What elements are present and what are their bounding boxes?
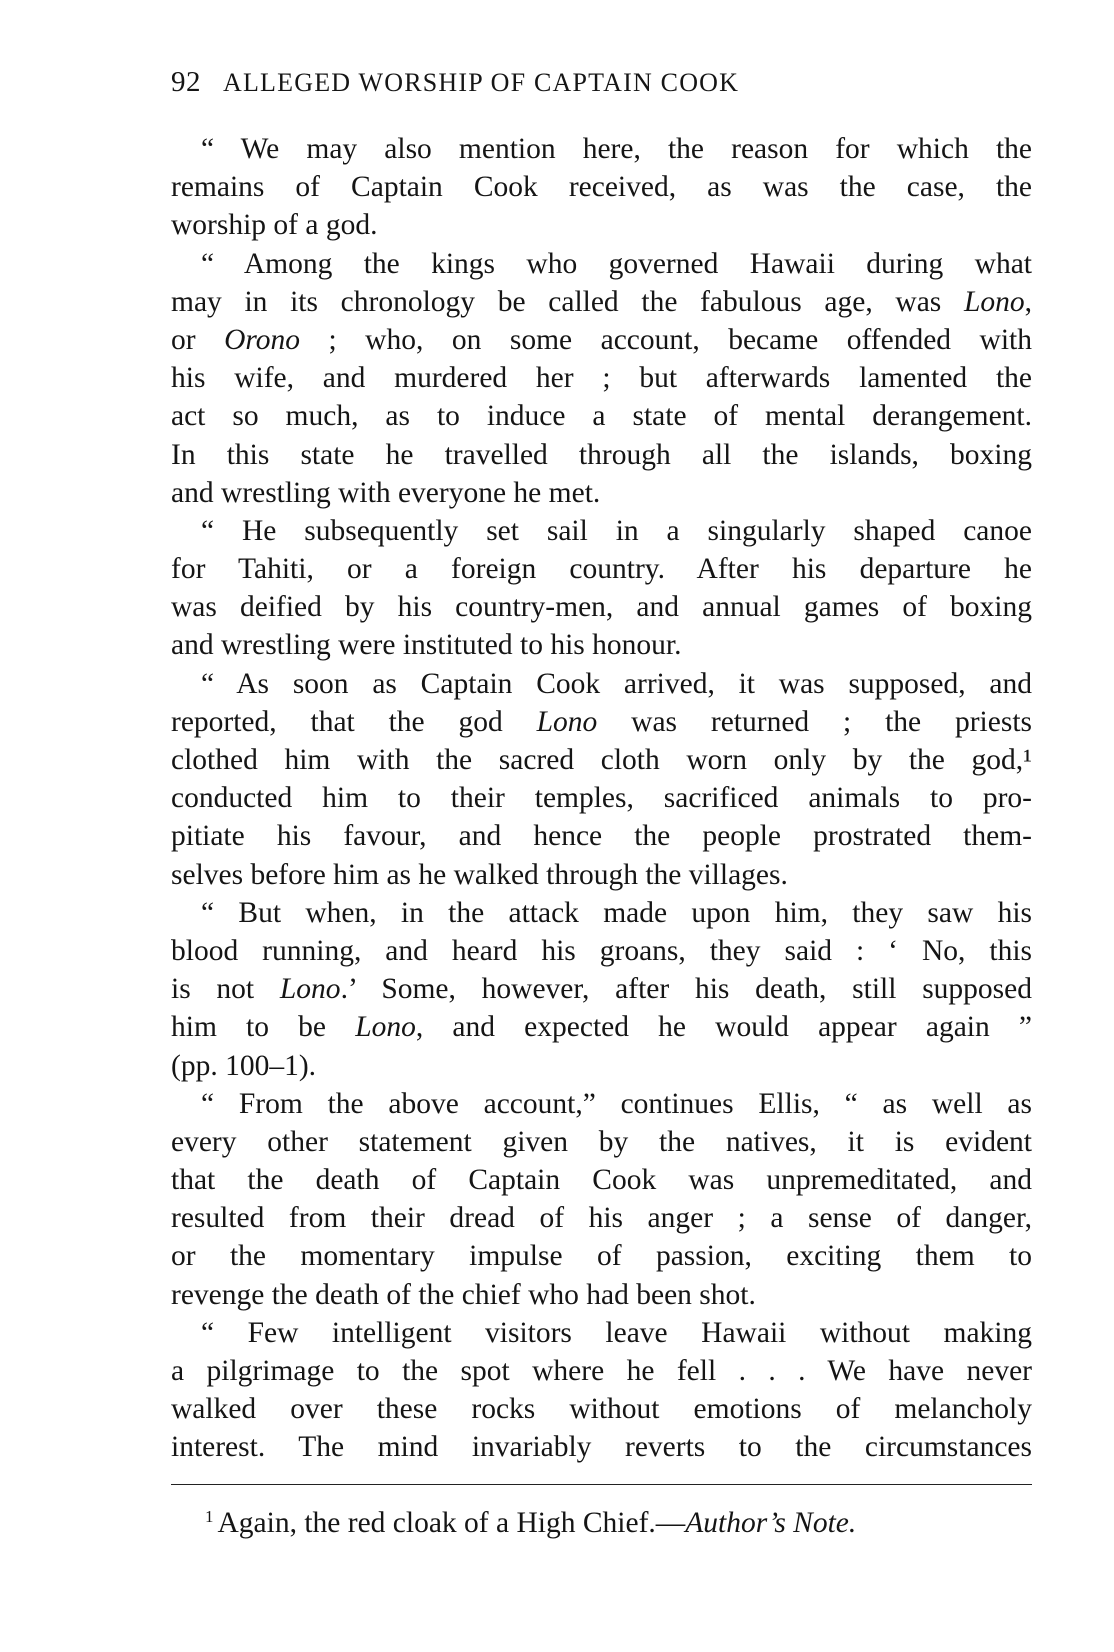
footnote-attribution: Author’s Note.: [685, 1507, 857, 1539]
text-line: every other statement given by the natives, it is evident: [171, 1125, 1032, 1158]
footnote-rule: [171, 1484, 1032, 1485]
text-line: “ Few intelligent visitors leave Hawaii without making: [201, 1316, 1032, 1349]
page-header: [171, 66, 951, 99]
text-line: “ Among the kings who governed Hawaii during what: [201, 247, 1032, 280]
text-line: “ But when, in the attack made upon him, they saw his: [201, 896, 1032, 929]
text-line: or the momentary impulse of passion, exciting them to: [171, 1240, 1032, 1273]
text-line: his wife, and murdered her ; but afterwards lamented the: [171, 362, 1032, 395]
text-line: revenge the death of the chief who had been shot.: [171, 1278, 756, 1311]
footnote-marker: 1: [205, 1507, 214, 1526]
text-line: was deified by his country-men, and annual games of boxing: [171, 591, 1032, 624]
footnote: [205, 1507, 1032, 1540]
text-line: and wrestling with everyone he met.: [171, 476, 601, 509]
text-line: “ He subsequently set sail in a singularly shaped canoe: [201, 514, 1032, 547]
footnote-text: Again, the red cloak of a High Chief.—: [217, 1507, 686, 1539]
text-line: walked over these rocks without emotions of melancholy: [171, 1393, 1032, 1426]
text-line: a pilgrimage to the spot where he fell . . . We have never: [171, 1355, 1032, 1387]
text-line: selves before him as he walked through the villages.: [171, 858, 788, 891]
text-line: “ We may also mention here, the reason for which the: [201, 133, 1032, 165]
running-head: ALLEGED WORSHIP OF CAPTAIN COOK: [223, 68, 740, 97]
text-line: remains of Captain Cook received, as was the case, the: [171, 171, 1032, 204]
text-line: that the death of Captain Cook was unpremeditated, and: [171, 1164, 1032, 1197]
text-line: clothed him with the sacred cloth worn only by the god,¹: [171, 744, 1032, 776]
text-line: act so much, as to induce a state of mental derangement.: [171, 400, 1032, 433]
text-line: (pp. 100–1).: [171, 1049, 317, 1082]
text-line: resulted from their dread of his anger ; a sense of danger,: [171, 1202, 1032, 1235]
text-line: “ As soon as Captain Cook arrived, it was supposed, and: [201, 667, 1032, 700]
text-line: blood running, and heard his groans, they said : ‘ No, this: [171, 934, 1032, 967]
body-text: [171, 130, 1032, 1467]
text-line: and wrestling were instituted to his honour.: [171, 629, 682, 662]
text-line: conducted him to their temples, sacrificed animals to pro-: [171, 782, 1032, 815]
text-line: or Orono ; who, on some account, became offended with: [171, 323, 1032, 356]
text-line: interest. The mind invariably reverts to the circumstances: [171, 1431, 1032, 1464]
text-line: worship of a god.: [171, 209, 378, 242]
page-number: 92: [171, 66, 201, 98]
text-line: is not Lono.’ Some, however, after his death, still supposed: [171, 973, 1032, 1006]
text-line: In this state he travelled through all the islands, boxing: [171, 438, 1032, 471]
text-line: pitiate his favour, and hence the people prostrated them-: [171, 820, 1032, 853]
text-line: him to be Lono, and expected he would appear again ”: [171, 1011, 1032, 1044]
text-line: reported, that the god Lono was returned ; the priests: [171, 705, 1032, 738]
text-line: may in its chronology be called the fabulous age, was Lono,: [171, 285, 1032, 318]
text-line: “ From the above account,” continues Ellis, “ as well as: [201, 1087, 1032, 1120]
text-line: for Tahiti, or a foreign country. After his departure he: [171, 553, 1032, 586]
